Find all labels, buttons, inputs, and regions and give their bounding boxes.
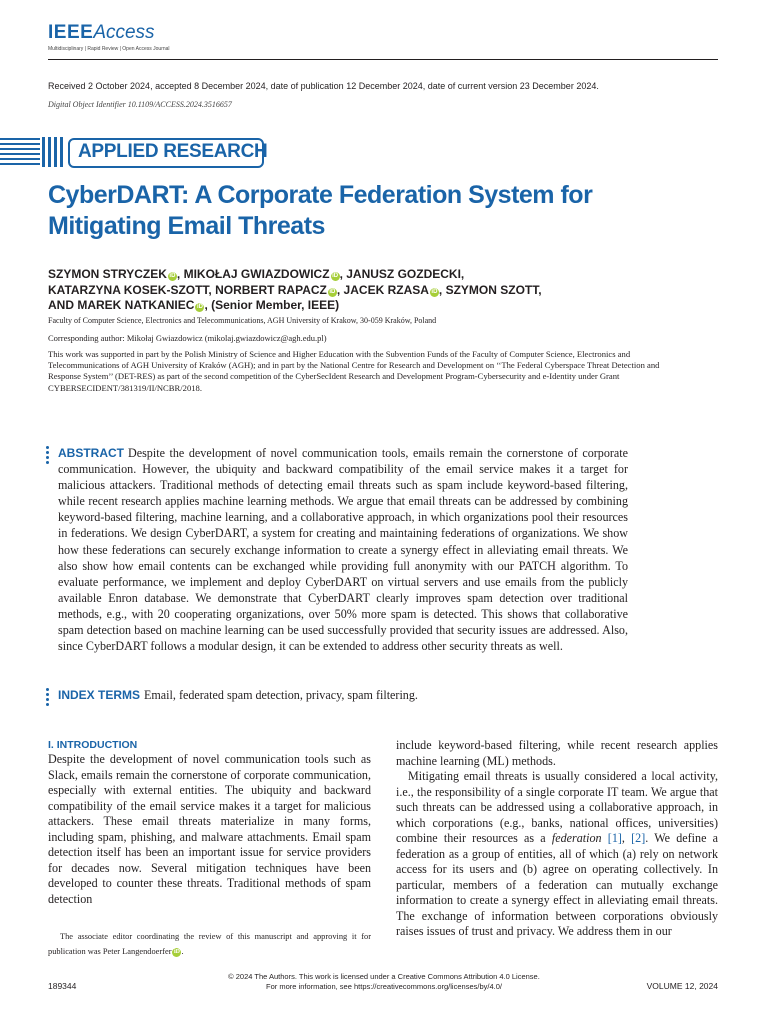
author-name: , (Senior Member, IEEE) [204, 298, 340, 312]
orcid-icon[interactable]: iD [332, 273, 339, 279]
logo-access: Access [93, 22, 155, 43]
abstract [58, 445, 628, 654]
volume-label: VOLUME 12, 2024 [646, 981, 718, 991]
logo-ieee: IEEE [48, 22, 94, 43]
index-terms [58, 688, 628, 703]
body-column-left [48, 738, 371, 907]
journal-logo [48, 22, 155, 44]
paper-title: CyberDART: A Corporate Federation System for Mitigating Email Threats [48, 181, 593, 240]
logo-tagline: Multidisciplinary | Rapid Review | Open Access Journal [48, 46, 170, 52]
author-name: SZYMON STRYCZEK [48, 267, 167, 281]
section-heading: I. INTRODUCTION [48, 739, 138, 751]
author-name: KATARZYNA KOSEK-SZOTT, NORBERT RAPACZ [48, 282, 327, 297]
orcid-icon[interactable]: iD [173, 949, 180, 955]
citation-link[interactable]: [2] [631, 831, 646, 845]
body-paragraph [396, 769, 718, 940]
orcid-icon[interactable]: iD [329, 288, 336, 295]
corresponding-author: Corresponding author: Mikołaj Gwiazdowicz (mikolaj.gwiazdowicz@agh.edu.pl) [48, 333, 327, 343]
page-number: 189344 [48, 981, 77, 991]
index-terms-label: INDEX TERMS [58, 688, 141, 702]
citation-link[interactable]: [1] [607, 831, 622, 845]
license-line: © 2024 The Authors. This work is licensed under a Creative Commons Attribution 4.0 License. [228, 972, 540, 981]
doi-line[interactable]: Digital Object Identifier 10.1109/ACCESS.2024.3516657 [48, 100, 232, 109]
body-column-right [396, 738, 718, 940]
abstract-text: Despite the development of novel communication tools, emails remain the cornerstone of corporate communication. However, the ubiquity and backward compatibility of the email service makes it a target for malicious attackers. Traditional methods of detecting email threats such as spam include keyword-based filtering, while recent research applies machine learning methods. We argue that email threats can be addressed by combining keyword-based filtering, machine learning, and a collaborative approach, in which organizations pool their resources in federations. We design CyberDART, a system for creating and maintaining federations of organizations. We show how these federations can securely exchange information to create a synergy effect in alleviating email threats. We also show how email contents can be exchanged while providing full anonymity with our PATCH algorithm. To evaluate performance, we implement and deploy CyberDART on virtual servers and use emails from the publicly available Enron database. We demonstrate that CyberDART clearly improves spam detection over traditional methods, e.g., with 20 cooperating organizations, over 50% more spam is detected. This shows that collaborative spam detection based on machine learning can be used successfully provided that security issues are addressed. Also, since CyberDART follows a modular design, it can be extended to address other security threats as well. [58, 446, 628, 654]
orcid-icon[interactable]: iD [169, 273, 176, 279]
received-dates: Received 2 October 2024, accepted 8 December 2024, date of publication 12 December 2024, date of current version 23 December 2024. [48, 81, 599, 91]
author-name: , JACEK RZASA [336, 282, 429, 297]
paragraph-text: . We define a federation as a group of entities, all of which (a) rely on network access for its users and (b) agree on operating collectively. In particular, members of a federation can mutually exchange information to create a synergy effect in alleviating email threats. The exchange of information between corporations obviously raises issues of trust and privacy. We address them in our [396, 831, 719, 938]
funding-statement: This work was supported in part by the Polish Ministry of Science and Higher Education with the Subvention Funds of the Faculty of Computer Science, Electronics and Telecommunications of AGH University of Kraków (AGH); and in part by the National Centre for Research and Development on ‘‘The Federal Cyberspace Threat Detection and Response System’’ (DET-RES) as part of the second competition of the CyberSecIdent Research and Development Program-Cybersecurity and e-Identity under Grant CYBERSECIDENT/381319/II/NCBR/2018. [48, 349, 660, 393]
license-link[interactable]: For more information, see https://creativecommons.org/licenses/by/4.0/ [266, 981, 502, 991]
emphasis-text: federation [551, 831, 602, 845]
footnote-text: The associate editor coordinating the review of this manuscript and approving it for publication was Peter Langendoerfer [48, 932, 371, 956]
author-name: , MIKOŁAJ GWIAZDOWICZ [176, 267, 330, 281]
abstract-bullet-icon [46, 446, 50, 466]
body-paragraph: Despite the development of novel communication tools such as Slack, emails remain the cornerstone of corporate communication, especially with external entities. The ubiquity and backward compatibility of the email service makes it a target for malicious attackers. These email threats materialize in many forms, including spam, phishing, and malware attachments. Email spam detection itself has been an important issue for service providers for decades now. Several mitigation techniques have been developed to counter these threats. Traditional methods of spam detection [48, 752, 371, 906]
author-name: AND MAREK NATKANIEC [48, 298, 195, 312]
banner-stripes-graphic [0, 136, 70, 170]
article-type-banner: APPLIED RESEARCH [78, 141, 268, 162]
orcid-icon[interactable]: iD [196, 304, 203, 310]
abstract-label: ABSTRACT [58, 446, 124, 460]
index-terms-text: Email, federated spam detection, privacy, spam filtering. [144, 688, 418, 702]
author-name: , JANUSZ GOZDECKI, [339, 267, 465, 281]
header-divider [48, 59, 718, 60]
author-list [48, 267, 688, 314]
orcid-icon[interactable]: iD [431, 288, 438, 295]
author-name: , SZYMON SZOTT, [438, 282, 542, 297]
paragraph-text: , [621, 831, 632, 845]
license-footer [160, 972, 608, 991]
affiliation: Faculty of Computer Science, Electronics and Telecommunications, AGH University of Krakow, 30-059 Kraków, Poland [48, 316, 437, 325]
editor-footnote: The associate editor coordinating the review of this manuscript and approving it for publication was Peter Langendoerfer iD . [48, 932, 371, 956]
index-terms-bullet-icon [46, 688, 50, 708]
body-paragraph: include keyword-based filtering, while recent research applies machine learning (ML) methods. [396, 738, 718, 768]
paragraph-text: Mitigating email threats is usually considered a local activity, i.e., the responsibility of a single corporate IT team. We argue that such threats can be addressed using a collaborative approach, in which corporations (e.g., banks, national offices, universities) combine their resources as a [396, 769, 718, 845]
